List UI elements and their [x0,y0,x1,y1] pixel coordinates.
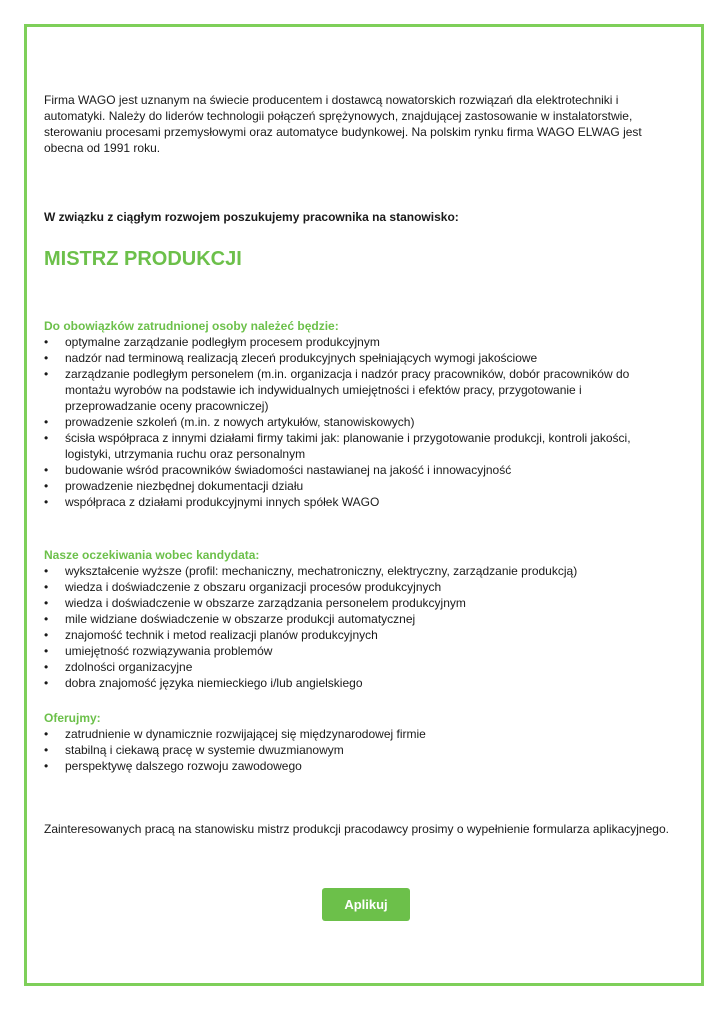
list-item: • zarządzanie podległym personelem (m.in. organizacja i nadzór pracy pracowników, dobór pracowników do montażu wyrobów na podstawie ich indywidualnych umiejętności i efektów pracy, przygotowanie i przeprowadzanie oceny pracowniczej) [44,366,674,414]
expectations-section [44,547,674,691]
list-item: • mile widziane doświadczenie w obszarze produkcji automatycznej [44,611,674,627]
list-item: • znajomość technik i metod realizacji planów produkcyjnych [44,627,674,643]
list-item: • współpraca z działami produkcyjnymi innych spółek WAGO [44,494,674,510]
list-item: • prowadzenie niezbędnej dokumentacji działu [44,478,674,494]
list-item: • wiedza i doświadczenie w obszarze zarządzania personelem produkcyjnym [44,595,674,611]
closing-text: Zainteresowanych pracą na stanowisku mistrz produkcji pracodawcy prosimy o wypełnienie formularza aplikacyjnego. [44,822,669,836]
list-item: • dobra znajomość języka niemieckiego i/lub angielskiego [44,675,674,691]
list-item: • wiedza i doświadczenie z obszaru organizacji procesów produkcyjnych [44,579,674,595]
list-item: • prowadzenie szkoleń (m.in. z nowych artykułów, stanowiskowych) [44,414,674,430]
list-item: • zdolności organizacyjne [44,659,674,675]
duties-list [44,334,674,510]
duties-section [44,318,674,510]
offer-section [44,710,674,774]
list-item: • optymalne zarządzanie podległym procesem produkcyjnym [44,334,674,350]
expectations-heading: Nasze oczekiwania wobec kandydata: [44,548,260,562]
list-item: • umiejętność rozwiązywania problemów [44,643,674,659]
job-title: MISTRZ PRODUKCJI [44,248,242,270]
duties-heading: Do obowiązków zatrudnionej osoby należeć będzie: [44,319,339,333]
list-item: • nadzór nad terminową realizacją zleceń produkcyjnych spełniających wymogi jakościowe [44,350,674,366]
apply-button[interactable]: Aplikuj [322,888,410,921]
list-item: • stabilną i ciekawą pracę w systemie dwuzmianowym [44,742,674,758]
list-item: • ścisła współpraca z innymi działami firmy takimi jak: planowanie i przygotowanie produkcji, kontroli jakości, logistyki, utrzymania ruchu oraz personalnym [44,430,674,462]
offer-list [44,726,674,774]
offer-heading: Oferujmy: [44,711,101,725]
list-item: • zatrudnienie w dynamicznie rozwijającej się międzynarodowej firmie [44,726,674,742]
company-intro: Firma WAGO jest uznanym na świecie producentem i dostawcą nowatorskich rozwiązań dla elektrotechniki i automatyki. Należy do liderów technologii połączeń sprężynowych, znajdującej zastosowanie w instalatorstwie, sterowaniu procesami przemysłowymi oraz automatyce budynkowej. Na polskim rynku firma WAGO ELWAG jest obecna od 1991 roku. [44,93,642,155]
list-item: • perspektywę dalszego rozwoju zawodowego [44,758,674,774]
list-item: • wykształcenie wyższe (profil: mechaniczny, mechatroniczny, elektryczny, zarządzanie produkcją) [44,563,674,579]
position-lead: W związku z ciągłym rozwojem poszukujemy pracownika na stanowisko: [44,210,459,224]
list-item: • budowanie wśród pracowników świadomości nastawianej na jakość i innowacyjność [44,462,674,478]
expectations-list [44,563,674,691]
